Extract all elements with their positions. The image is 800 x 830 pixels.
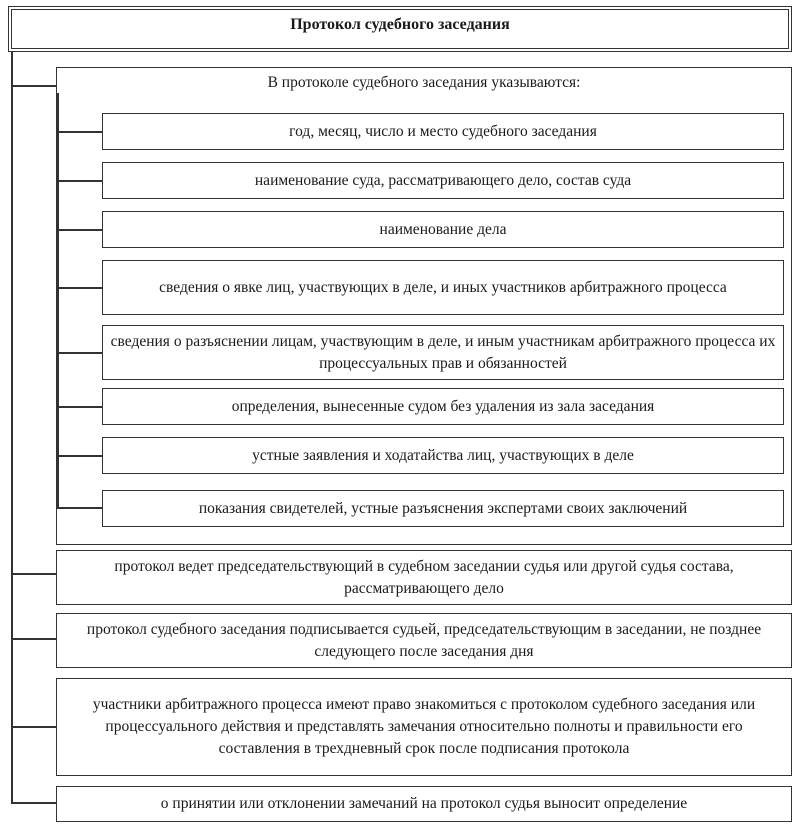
- group-item: устные заявления и ходатайства лиц, участвующих в деле: [102, 437, 784, 474]
- group-item: год, месяц, число и место судебного заседания: [102, 113, 784, 150]
- group-branch: [57, 406, 103, 408]
- rule-box: протокол ведет председательствующий в судебном заседании судья или другой судья состава, рассматривающего дело: [56, 550, 792, 605]
- group-branch: [57, 352, 103, 354]
- group-branch: [57, 131, 103, 133]
- group-branch: [57, 287, 103, 289]
- group-branch: [57, 507, 103, 509]
- connector-to-rule-3: [11, 726, 57, 728]
- group-branch: [57, 229, 103, 231]
- group-vertical: [57, 93, 59, 508]
- group-item: показания свидетелей, устные разъяснения экспертами своих заключений: [102, 490, 784, 527]
- connector-main-vertical: [11, 52, 13, 802]
- group-item: сведения о разъяснении лицам, участвующим в деле, и иным участникам арбитражного процесса их процессуальных прав и обязанностей: [102, 325, 784, 380]
- group-item: сведения о явке лиц, участвующих в деле, и иных участников арбитражного процесса: [102, 260, 784, 315]
- connector-to-group: [11, 85, 57, 87]
- group-item: наименование суда, рассматривающего дело, состав суда: [102, 162, 784, 199]
- rule-box: протокол судебного заседания подписывается судьей, председательствующим в заседании, не позднее следующего после заседания дня: [56, 613, 792, 668]
- group-branch: [57, 180, 103, 182]
- rule-box: участники арбитражного процесса имеют право знакомиться с протоколом судебного заседания или процессуального действия и представлять замечания относительно полноты и правильности его составления в трехдневный срок после подписания протокола: [56, 678, 792, 776]
- connector-to-rule-4: [11, 802, 57, 804]
- connector-to-rule-1: [11, 573, 57, 575]
- group-item: наименование дела: [102, 211, 784, 248]
- group-branch: [57, 455, 103, 457]
- title-text: Протокол судебного заседания: [290, 16, 510, 33]
- rule-box: о принятии или отклонении замечаний на протокол судья выносит определение: [56, 786, 792, 822]
- group-item: определения, вынесенные судом без удаления из зала заседания: [102, 388, 784, 425]
- connector-to-rule-2: [11, 638, 57, 640]
- title-box: [8, 6, 792, 52]
- group-heading: В протоколе судебного заседания указываются:: [267, 74, 581, 91]
